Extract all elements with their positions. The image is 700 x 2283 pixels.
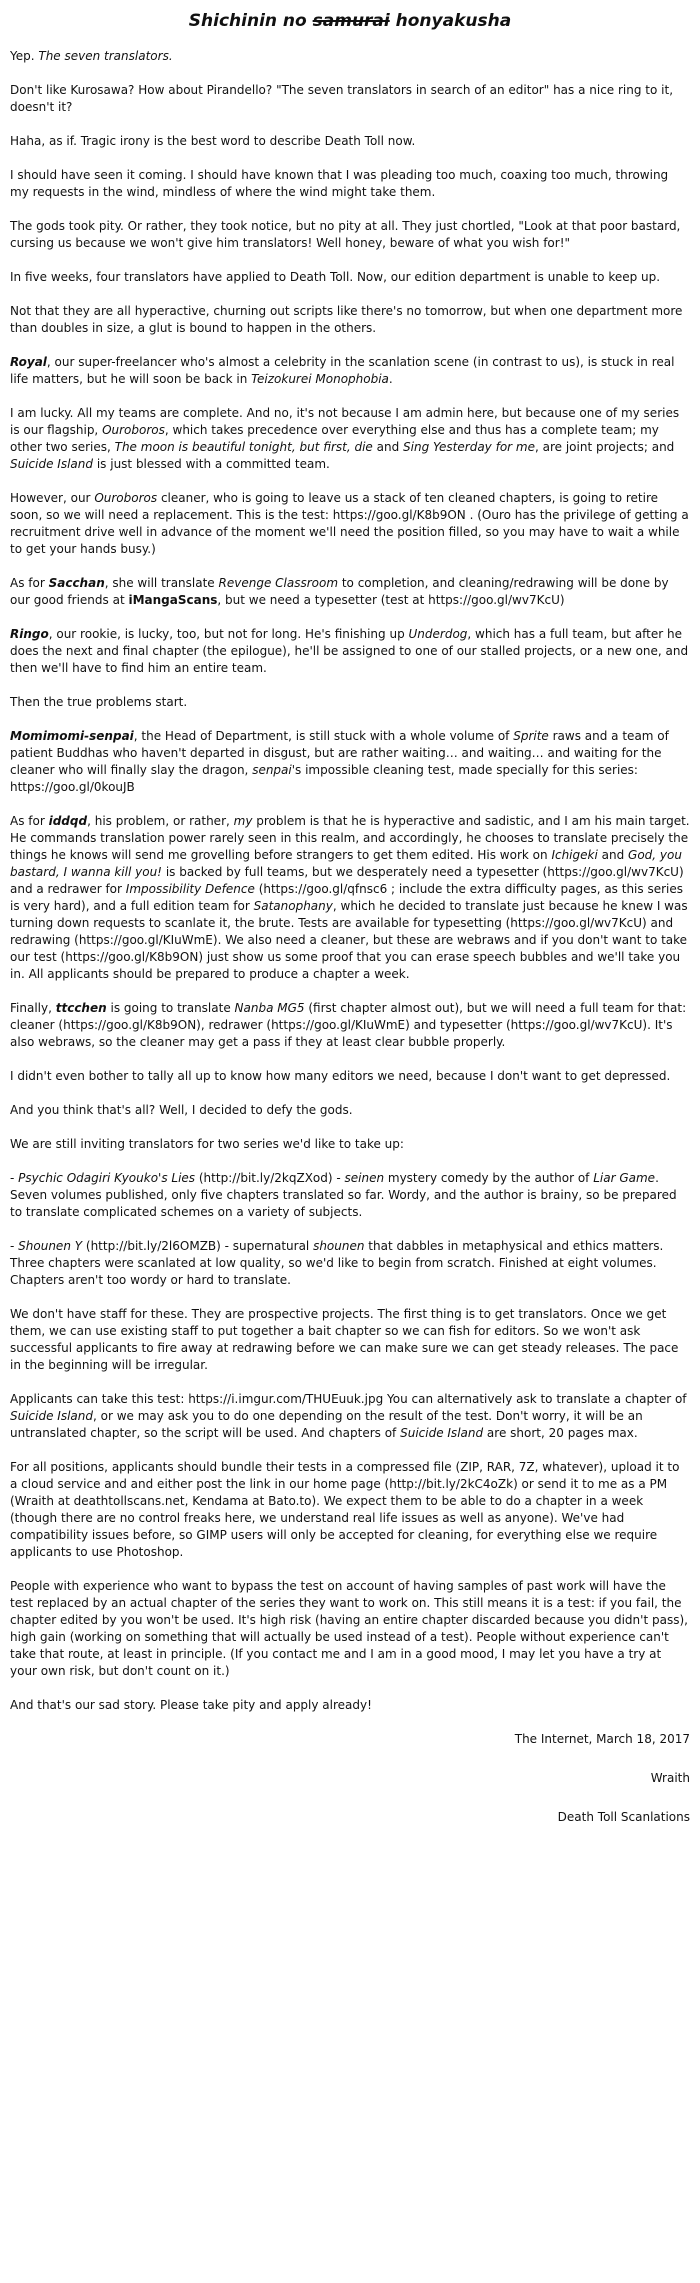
series-title: Ouroboros xyxy=(94,491,158,505)
series-offer-psychic-odagiri xyxy=(10,1170,690,1221)
paragraph-teams xyxy=(10,405,690,473)
text: . xyxy=(388,372,393,386)
paragraph: Don't like Kurosawa? How about Pirandello? "The seven translators in search of an editor" has a nice ring to it, doesn't it? xyxy=(10,83,674,114)
text: , his problem, or rather, xyxy=(87,814,234,828)
paragraph: I didn't even bother to tally all up to know how many editors we need, because I don't want to get depressed. xyxy=(10,1069,671,1083)
series-title: Sprite xyxy=(513,729,549,743)
paragraph: I should have seen it coming. I should have known that I was pleading too much, coaxing too much, throwing my requests in the wind, mindless of where the wind might take them. xyxy=(10,168,669,199)
series-title: Revenge Classroom xyxy=(218,576,339,590)
series-title: Shounen Y xyxy=(18,1239,83,1253)
text: is backed by full teams, but we desperately need a typesetter (https://goo.gl/wv7KcU) and a redrawer for xyxy=(10,865,684,896)
text: , the Head of Department, is still stuck with a whole volume of xyxy=(133,729,514,743)
text: and xyxy=(597,848,629,862)
text: , which has a full team, but after he does the next and final chapter (the epilogue), he'll be assigned to one of our stalled projects, or a new one, and then we'll have to find him an entire team. xyxy=(10,627,689,675)
text: (https://goo.gl/qfnsc6 ; include the extra difficulty pages, as this series is very hard), and a full edition team for xyxy=(10,882,683,913)
text: is just blessed with a committed team. xyxy=(93,457,330,471)
text: that dabbles in metaphysical and ethics matters. Three chapters were scanlated at low quality, so we'd like to begin from scratch. Finished at eight volumes. Chapters aren't too wordy or hard to translate. xyxy=(10,1239,664,1287)
text: and xyxy=(372,440,404,454)
paragraph-ringo xyxy=(10,626,690,677)
text: (http://bit.ly/2l6OMZB) - supernatural xyxy=(82,1239,314,1253)
text: . Seven volumes published, only five chapters translated so far. Wordy, and the author is brainy, so be prepared to translate complicated schemes on a variety of subjects. xyxy=(10,1171,677,1219)
paragraph: And you think that's all? Well, I decided to defy the gods. xyxy=(10,1103,353,1117)
text: As for xyxy=(10,576,49,590)
text: - xyxy=(10,1239,19,1253)
translator-name: iddqd xyxy=(48,814,88,828)
paragraph: Not that they are all hyperactive, churning out scripts like there's no tomorrow, but when one department more than doubles in size, a glut is bound to happen in the others. xyxy=(10,304,683,335)
paragraph: Then the true problems start. xyxy=(10,695,188,709)
title-struck-word: samurai xyxy=(312,11,390,31)
text: However, our xyxy=(10,491,95,505)
signature-author: Wraith xyxy=(650,1771,690,1785)
emphasis: my xyxy=(233,814,253,828)
paragraph: The gods took pity. Or rather, they took notice, but no pity at all. They just chortled, "Look at that poor bastard, cursing us because we won't give him translators! Well honey, beware of what you wish for!" xyxy=(10,219,681,250)
text: , our rookie, is lucky, too, but not for long. He's finishing up xyxy=(48,627,409,641)
title-prefix: Shichinin no xyxy=(188,11,313,31)
emphasis: senpai xyxy=(252,763,292,777)
text: Yep. xyxy=(10,49,39,63)
translator-name: Momimomi-senpai xyxy=(10,729,134,743)
text: mystery comedy by the author of xyxy=(384,1171,594,1185)
text: is going to translate xyxy=(106,1001,235,1015)
paragraph-ouroboros xyxy=(10,490,690,558)
series-title: The moon is beautiful tonight, but first, die xyxy=(114,440,373,454)
paragraph-momimomi xyxy=(10,728,690,796)
paragraph: And that's our sad story. Please take pity and apply already! xyxy=(10,1698,372,1712)
paragraph-royal xyxy=(10,354,690,388)
text: , but we need a typesetter (test at https://goo.gl/wv7KcU) xyxy=(217,593,565,607)
text: , she will translate xyxy=(104,576,219,590)
translator-name: Sacchan xyxy=(48,576,105,590)
series-title: Teizokurei Monophobia xyxy=(251,372,389,386)
series-title: Suicide Island xyxy=(10,1409,94,1423)
title-suffix: honyakusha xyxy=(389,11,512,31)
series-title: God, you bastard, I wanna kill you! xyxy=(10,848,682,879)
series-title: Nanba MG5 xyxy=(234,1001,305,1015)
signature-group: Death Toll Scanlations xyxy=(557,1810,690,1824)
group-name: iMangaScans xyxy=(128,593,218,607)
series-title: Suicide Island xyxy=(10,457,94,471)
paragraph: For all positions, applicants should bundle their tests in a compressed file (ZIP, RAR, 7Z, whatever), upload it to a cloud service and and either post the link in our home page (http://bit.ly/2kC4oZk) or send it to me as a PM (Wraith at deathtollscans.net, Kendama at Bato.to). We expect them to be able to do a chapter in a week (though there are no control freaks here, we understand real life issues as well as anyone). We've had compatibility issues before, so GIMP users will only be accepted for cleaning, for everything else we require applicants to use Photoshop. xyxy=(10,1460,680,1559)
text: to completion, and cleaning/redrawing will be done by our good friends at xyxy=(10,576,669,607)
paragraph: In five weeks, four translators have applied to Death Toll. Now, our edition department is unable to keep up. xyxy=(10,270,661,284)
text: 's impossible cleaning test, made specially for this series: https://goo.gl/0kouJB xyxy=(10,763,638,794)
genre: seinen xyxy=(344,1171,385,1185)
paragraph-ttcchen xyxy=(10,1000,690,1051)
text: (http://bit.ly/2kqZXod) - xyxy=(195,1171,345,1185)
text: I am lucky. All my teams are complete. And no, it's not because I am admin here, but because one of my series is our flagship, xyxy=(10,406,680,437)
text: , are joint projects; and xyxy=(534,440,675,454)
text: are short, 20 pages max. xyxy=(483,1426,638,1440)
paragraph-sacchan xyxy=(10,575,690,609)
text: problem is that he is hyperactive and sadistic, and I am his main target. He commands translation power rarely seen in this realm, and accordingly, he chooses to translate precisely the things he knows will send me grovelling before strangers to get them edited. His work on xyxy=(10,814,690,862)
text: (first chapter almost out), but we will need a full team for that: cleaner (https://goo.gl/K8b9ON), redrawer (https://goo.gl/KIuWmE) and typesetter (https://goo.gl/wv7KcU). It's also webraws, so the cleaner may get a pass if they at least clear bubble properly. xyxy=(10,1001,687,1049)
text: - xyxy=(10,1171,19,1185)
text: Applicants can take this test: https://i.imgur.com/THUEuuk.jpg You can alternatively ask to translate a chapter of xyxy=(10,1392,687,1406)
paragraph-test xyxy=(10,1391,690,1442)
series-title: Suicide Island xyxy=(400,1426,484,1440)
series-title: Ouroboros xyxy=(102,423,165,437)
text: Finally, xyxy=(10,1001,56,1015)
genre: shounen xyxy=(313,1239,365,1253)
paragraph-intro xyxy=(10,48,690,65)
paragraph: We don't have staff for these. They are prospective projects. The first thing is to get translators. Once we get them, we can use existing staff to put together a bait chapter so we can fish for editors. So we won't ask successful applicants to fire away at redrawing before we can make sure we can get steady releases. The pace in the beginning will be irregular. xyxy=(10,1307,679,1372)
signature-place-date: The Internet, March 18, 2017 xyxy=(514,1732,690,1746)
translator-name: Royal xyxy=(10,355,47,369)
paragraph: We are still inviting translators for two series we'd like to take up: xyxy=(10,1137,404,1151)
series-title: Ichigeki xyxy=(551,848,598,862)
text: , or we may ask you to do one depending on the result of the test. Don't worry, it will be an untranslated chapter, so the script will be used. And chapters of xyxy=(10,1409,643,1440)
series-offer-shounen-y xyxy=(10,1238,690,1289)
series-title: Underdog xyxy=(408,627,468,641)
text: , which takes precedence over everything else and thus has a complete team; my other two series, xyxy=(10,423,659,454)
paragraph: People with experience who want to bypass the test on account of having samples of past work will have the test replaced by an actual chapter of the series they want to work on. This still means it is a test: if you fail, the chapter edited by you won't be used. It's high risk (having an entire chapter discarded because you didn't pass), high gain (working on something that will actually be used instead of a test). People without experience can't take that route, at least in principle. (If you contact me and I am in a good mood, I may let you have a try at your own risk, but don't count on it.) xyxy=(10,1579,688,1678)
text: , which he decided to translate just because he knew I was turning down requests to scanlate it, the brute. Tests are available for typesetting (https://goo.gl/wv7KcU) and redrawing (https://goo.gl/KIuWmE). We also need a cleaner, but these are webraws and if you don't want to take our test (https://goo.gl/K8b9ON) just show us some proof that you can erase speech bubbles and we'll take you in. All applicants should be prepared to produce a chapter a week. xyxy=(10,899,688,981)
paragraph: Haha, as if. Tragic irony is the best word to describe Death Toll now. xyxy=(10,134,416,148)
translator-name: ttcchen xyxy=(55,1001,107,1015)
text: raws and a team of patient Buddhas who haven't departed in disgust, but are rather waiting… and waiting… and waiting for the cleaner who will finally slay the dragon, xyxy=(10,729,669,777)
series-title: Satanophany xyxy=(253,899,333,913)
text: cleaner, who is going to leave us a stack of ten cleaned chapters, is going to retire soon, so we will need a replacement. This is the test: https://goo.gl/K8b9ON . (Ouro has the privilege of getting a recruitment drive well in advance of the moment we'll need the position filled, so you may have to wait a while to get your hands busy.) xyxy=(10,491,689,556)
series-title: Sing Yesterday for me xyxy=(403,440,535,454)
translator-name: Ringo xyxy=(10,627,49,641)
paragraph-iddqd xyxy=(10,813,690,983)
series-title: Impossibility Defence xyxy=(125,882,255,896)
series-title: Psychic Odagiri Kyouko's Lies xyxy=(18,1171,196,1185)
text: As for xyxy=(10,814,49,828)
page-title xyxy=(10,10,690,32)
series-title: Liar Game xyxy=(593,1171,656,1185)
text: , our super-freelancer who's almost a celebrity in the scanlation scene (in contrast to us), is stuck in real life matters, but he will soon be back in xyxy=(10,355,675,386)
emphasis: The seven translators. xyxy=(38,49,173,63)
